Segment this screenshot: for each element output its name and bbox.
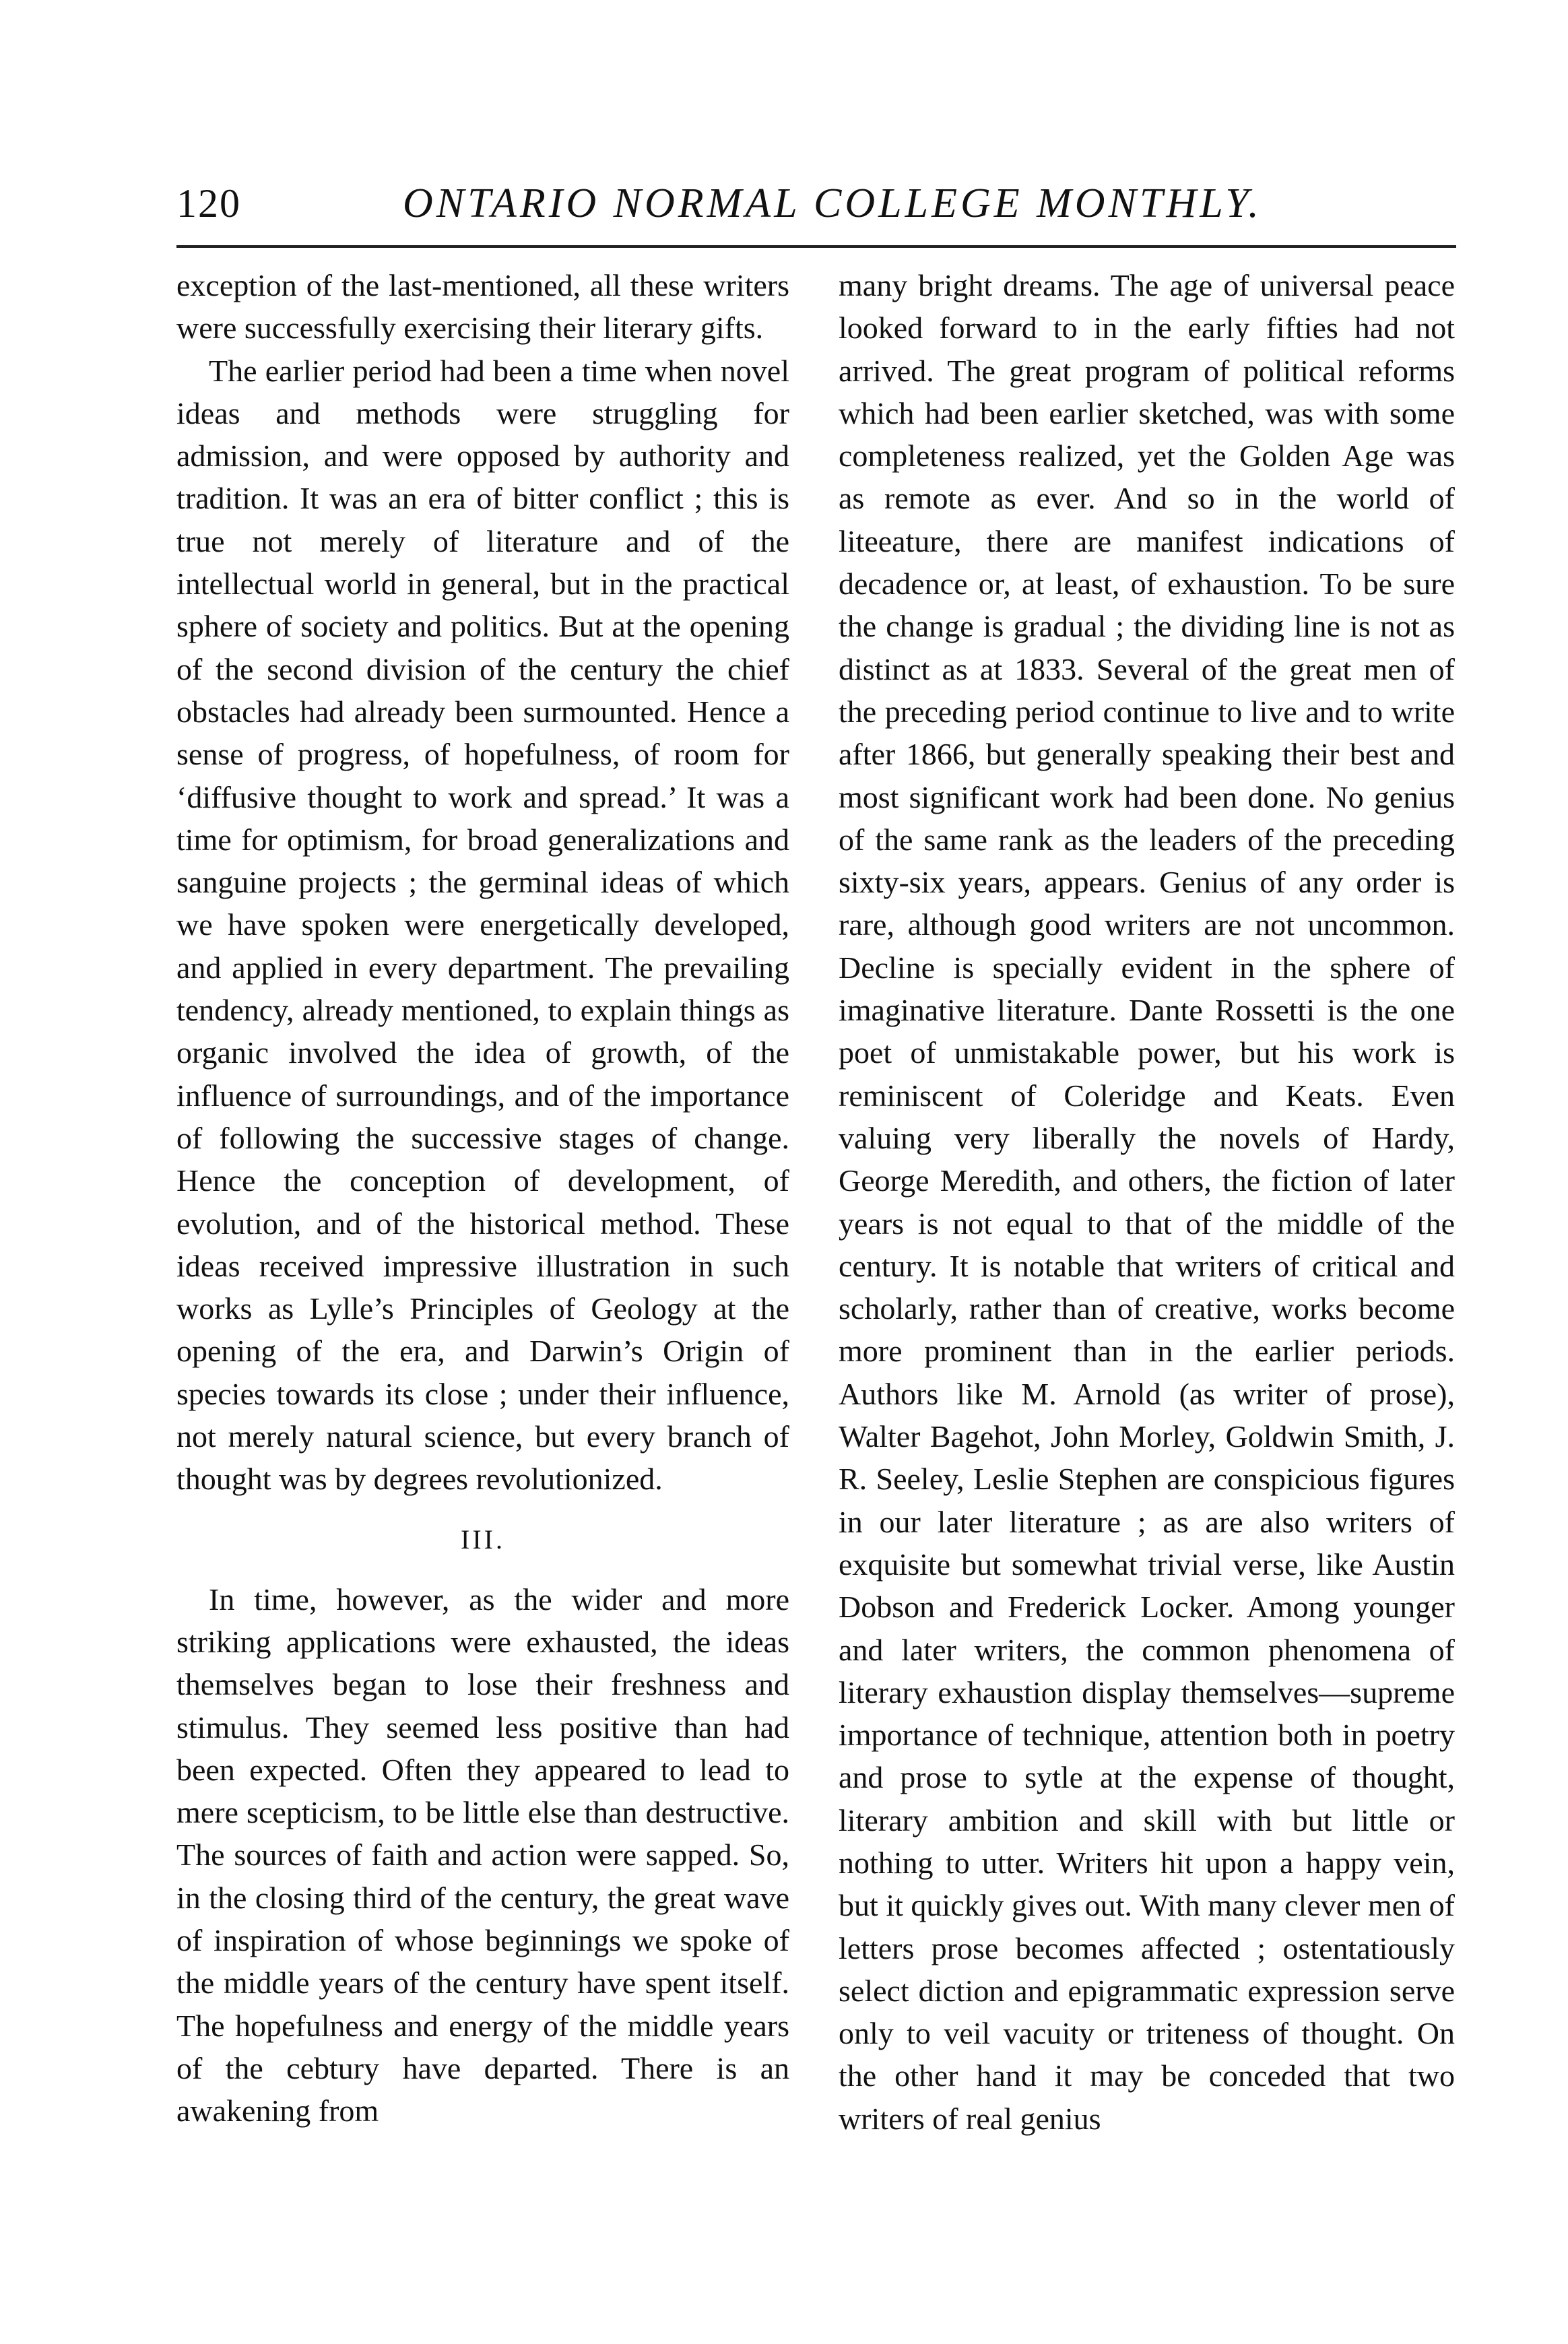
- running-title: ONTARIO NORMAL COLLEGE MONTHLY.: [403, 181, 1262, 226]
- section-heading: III.: [461, 1524, 505, 1555]
- paragraph: In time, however, as the wider and more striking applications were exhausted, the ideas themselves began to lose their freshness and stimulus. They seemed less positive than had been expected. Often they appeared to lead to mere scepticism, to be little else than destructive. The sources of faith and action were sapped. So, in the closing third of the century, the great wave of inspiration of whose beginnings we spoke of the middle years of the century have spent itself. The hopefulness and energy of the middle years of the cebtury have departed. There is an awakening from: [176, 1582, 789, 2128]
- paragraph: many bright dreams. The age of universal peace looked forward to in the early fifties had not arrived. The great program of political reforms which had been earlier sketched, was with some completeness realized, yet the Golden Age was as remote as ever. And so in the world of liteeature, there are manifest indications of decadence or, at least, of exhaustion. To be sure the change is gradual ; the dividing line is not as distinct as at 1833. Several of the great men of the preceding period continue to live and to write after 1866, but generally speaking their best and most significant work had been done. No genius of the same rank as the leaders of the preceding sixty-six years, appears. Genius of any order is rare, although good writers are not uncommon. Decline is specially evident in the sphere of imaginative literature. Dante Rossetti is the one poet of unmistakable power, but his work is reminiscent of Coleridge and Keats. Even valuing very liberally the novels of Hardy, George Meredith, and others, the fiction of later years is not equal to that of the middle of the century. It is notable that writers of critical and scholarly, rather than of creative, works become more prominent than in the earlier periods. Authors like M. Arnold (as writer of prose), Walter Bagehot, John Morley, Goldwin Smith, J. R. Seeley, Leslie Stephen are conspicious figures in our later literature ; as are also writers of exquisite but somewhat trivial verse, like Austin Dobson and Frederick Locker. Among younger and later writers, the common phenomena of literary exhaustion display themselves—supreme importance of technique, attention both in poetry and prose to sytle at the expense of thought, literary ambition and skill with but little or nothing to utter. Writers hit upon a happy vein, but it quickly gives out. With many clever men of letters prose becomes affected ; ostentatiously select diction and epigrammatic expression serve only to veil vacuity or triteness of thought. On the other hand it may be conceded that two writers of real genius: [839, 268, 1455, 2136]
- page-number: 120: [176, 181, 241, 226]
- paragraph: exception of the last-mentioned, all these writers were successfully exercising their literary gifts.: [176, 268, 789, 346]
- left-column: [176, 264, 789, 2132]
- header-rule: [176, 245, 1456, 248]
- page-header: [0, 176, 1568, 237]
- paragraph: The earlier period had been a time when novel ideas and methods were struggling for admission, and were opposed by authority and tradition. It was an era of bitter conflict ; this is true not merely of literature and of the intellectual world in general, but in the practical sphere of society and politics. But at the opening of the second division of the century the chief obstacles had already been surmounted. Hence a sense of progress, of hopefulness, of room for ‘diffusive thought to work and spread.’ It was a time for optimism, for broad generalizations and sanguine projects ; the germinal ideas of which we have spoken were energetically developed, and applied in every department. The prevailing tendency, already mentioned, to explain things as organic involved the idea of growth, of the influence of surroundings, and of the importance of following the successive stages of change. Hence the conception of development, of evolution, and of the historical method. These ideas received impressive illustration in such works as Lylle’s Principles of Geology at the opening of the era, and Darwin’s Origin of species towards its close ; under their influence, not merely natural science, but every branch of thought was by degrees revolutionized.: [176, 353, 789, 1497]
- right-column: [839, 264, 1455, 2140]
